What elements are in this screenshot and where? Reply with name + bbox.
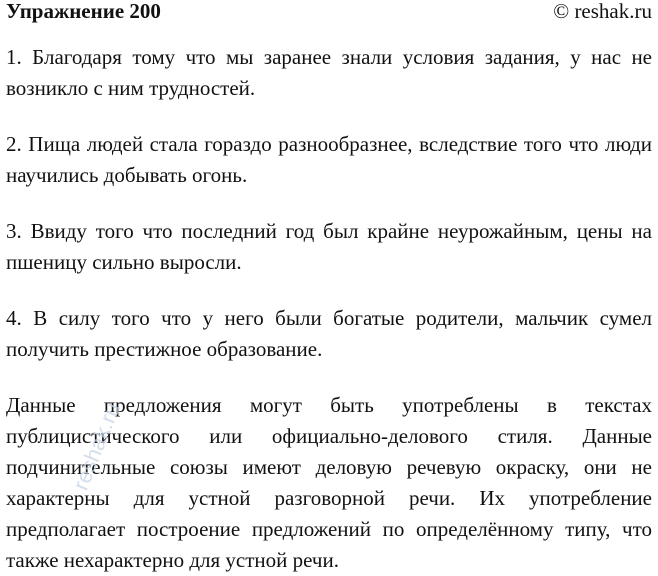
watermark-text: reshak.ru xyxy=(67,399,126,494)
exercise-title: Упражнение 200 xyxy=(6,0,161,23)
sentence-1: 1. Благодаря тому что мы заранее знали условия задания, у нас не возникло с ним трудностей. xyxy=(6,45,652,100)
copyright-text: © reshak.ru xyxy=(553,0,652,23)
conclusion-paragraph: Данные предложения могут быть употреблены в текстах публицистического или официально-делового стиля. Данные подчинительные союзы имеют деловую речевую окраску, они не характерны для устной разговорной речи. Их употребление предполагает построение предложений по определённому типу, что также нехарактерно для устной речи. xyxy=(6,393,652,572)
exercise-body xyxy=(6,42,652,576)
header xyxy=(6,0,652,24)
sentence-3: 3. Ввиду того что последний год был крайне неурожайным, цены на пшеницу сильно выросли. xyxy=(6,219,652,274)
sentence-2: 2. Пища людей стала гораздо разнообразнее, вследствие того что люди научились добывать огонь. xyxy=(6,132,652,187)
sentence-4: 4. В силу того что у него были богатые родители, мальчик сумел получить престижное образование. xyxy=(6,306,652,361)
